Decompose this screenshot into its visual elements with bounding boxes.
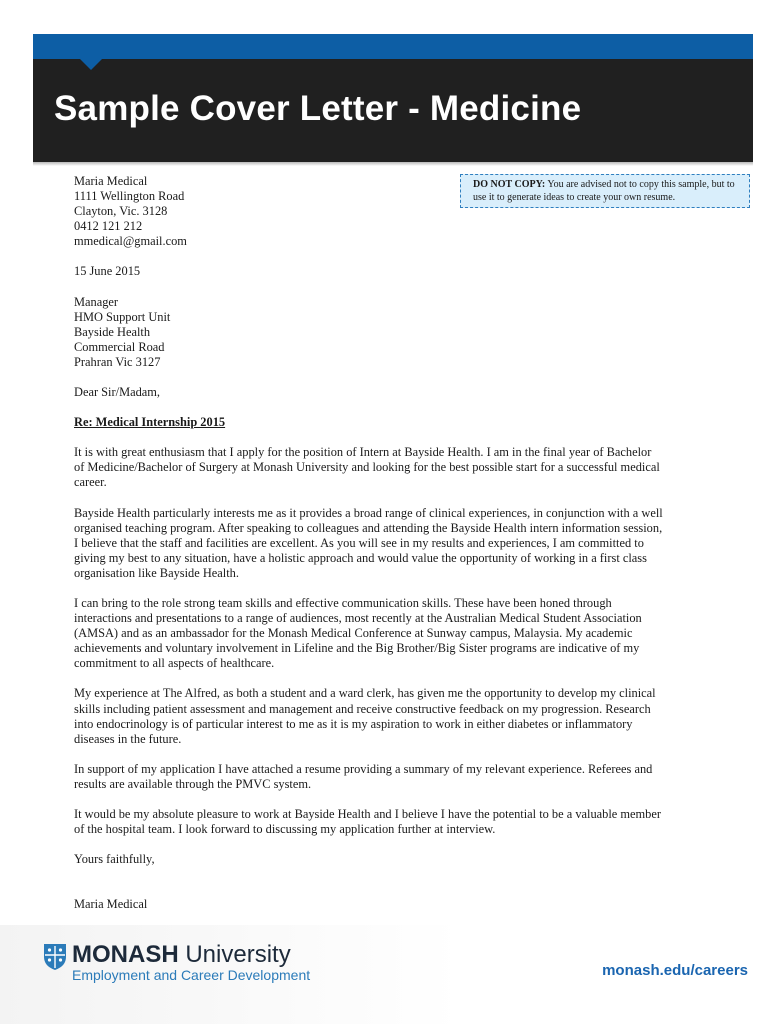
body-paragraph: My experience at The Alfred, as both a student and a ward clerk, has given me the opportunity to develop my clinical skills including patient assessment and management and receive constructive feedback on my progression. Research into endocrinology is of particular interest to me as it is my aspiration to work in either diabetes or inflammatory diseases in the future. (74, 686, 656, 746)
sender-phone: 0412 121 212 (74, 219, 143, 234)
letter-body (74, 174, 664, 912)
notice-label: DO NOT COPY: (473, 179, 546, 190)
body-paragraph: In support of my application I have attached a resume providing a summary of my relevant experience. Referees and results are available through the PMVC system. (74, 761, 653, 791)
body-paragraph: I can bring to the role strong team skills and effective communication skills. These have been honed through interactions and presentations to a range of audiences, most recently at the Australian Medical Student Association (AMSA) and as an ambassador for the Monash Medical Conference at Sunway campus, Malaysia. My academic achievements and voluntary involvement in Lifeline and the Big Brother/Big Sister programs are indicative of my commitment to all aspects of healthcare. (74, 595, 642, 671)
body-paragraph: It is with great enthusiasm that I apply for the position of Intern at Bayside Health. I am in the final year of Bachelor of Medicine/Bachelor of Surgery at Monash University and looking for the best possible start for a successful medical career. (74, 445, 660, 490)
subject-line: Re: Medical Internship 2015 (74, 415, 226, 430)
header-notch-decoration (80, 59, 102, 70)
salutation: Dear Sir/Madam, (74, 385, 161, 400)
careers-website-link[interactable]: monash.edu/careers (602, 962, 748, 979)
sender-name: Maria Medical (74, 174, 148, 188)
recipient-address (74, 295, 664, 370)
header-banner (33, 59, 753, 162)
recipient-city: Prahran Vic 3127 (74, 354, 161, 369)
sender-city: Clayton, Vic. 3128 (74, 204, 168, 219)
body-paragraph: It would be my absolute pleasure to work at Bayside Health and I believe I have the potential to be a valuable member of the hospital team. I look forward to discussing my application further at interview. (74, 807, 661, 837)
recipient-title: Manager (74, 294, 119, 309)
university-name-bold: MONASH (72, 941, 179, 968)
notice-text: You are advised not to copy this sample, but to use it to generate ideas to create your own resume. (473, 179, 735, 203)
sender-email: mmedical@gmail.com (74, 234, 187, 249)
monash-crest-icon (43, 943, 67, 971)
recipient-unit: HMO Support Unit (74, 309, 171, 324)
university-logo-text (72, 941, 291, 969)
recipient-street: Commercial Road (74, 339, 165, 354)
page-title: Sample Cover Letter - Medicine (54, 89, 582, 128)
header-shadow (33, 162, 753, 166)
letter-date: 15 June 2015 (74, 264, 141, 279)
sender-street: 1111 Wellington Road (74, 189, 185, 204)
header-accent-strip (33, 34, 753, 60)
sender-address (74, 174, 664, 249)
body-paragraph: Bayside Health particularly interests me as it provides a broad range of clinical experiences, in conjunction with a well organised teaching program. After speaking to colleagues and attending the Bayside Health intern information session, I believe that the staff and facilities are excellent. As you will see in my results and experiences, I am committed to giving my best to any situation, have a holistic approach and would value the opportunity of working in a first class organisation like Bayside Health. (74, 505, 663, 580)
closing: Yours faithfully, (74, 852, 155, 867)
recipient-org: Bayside Health (74, 324, 151, 339)
university-name-rest: University (178, 941, 291, 968)
signature-name: Maria Medical (74, 897, 148, 912)
department-name: Employment and Career Development (72, 967, 311, 983)
